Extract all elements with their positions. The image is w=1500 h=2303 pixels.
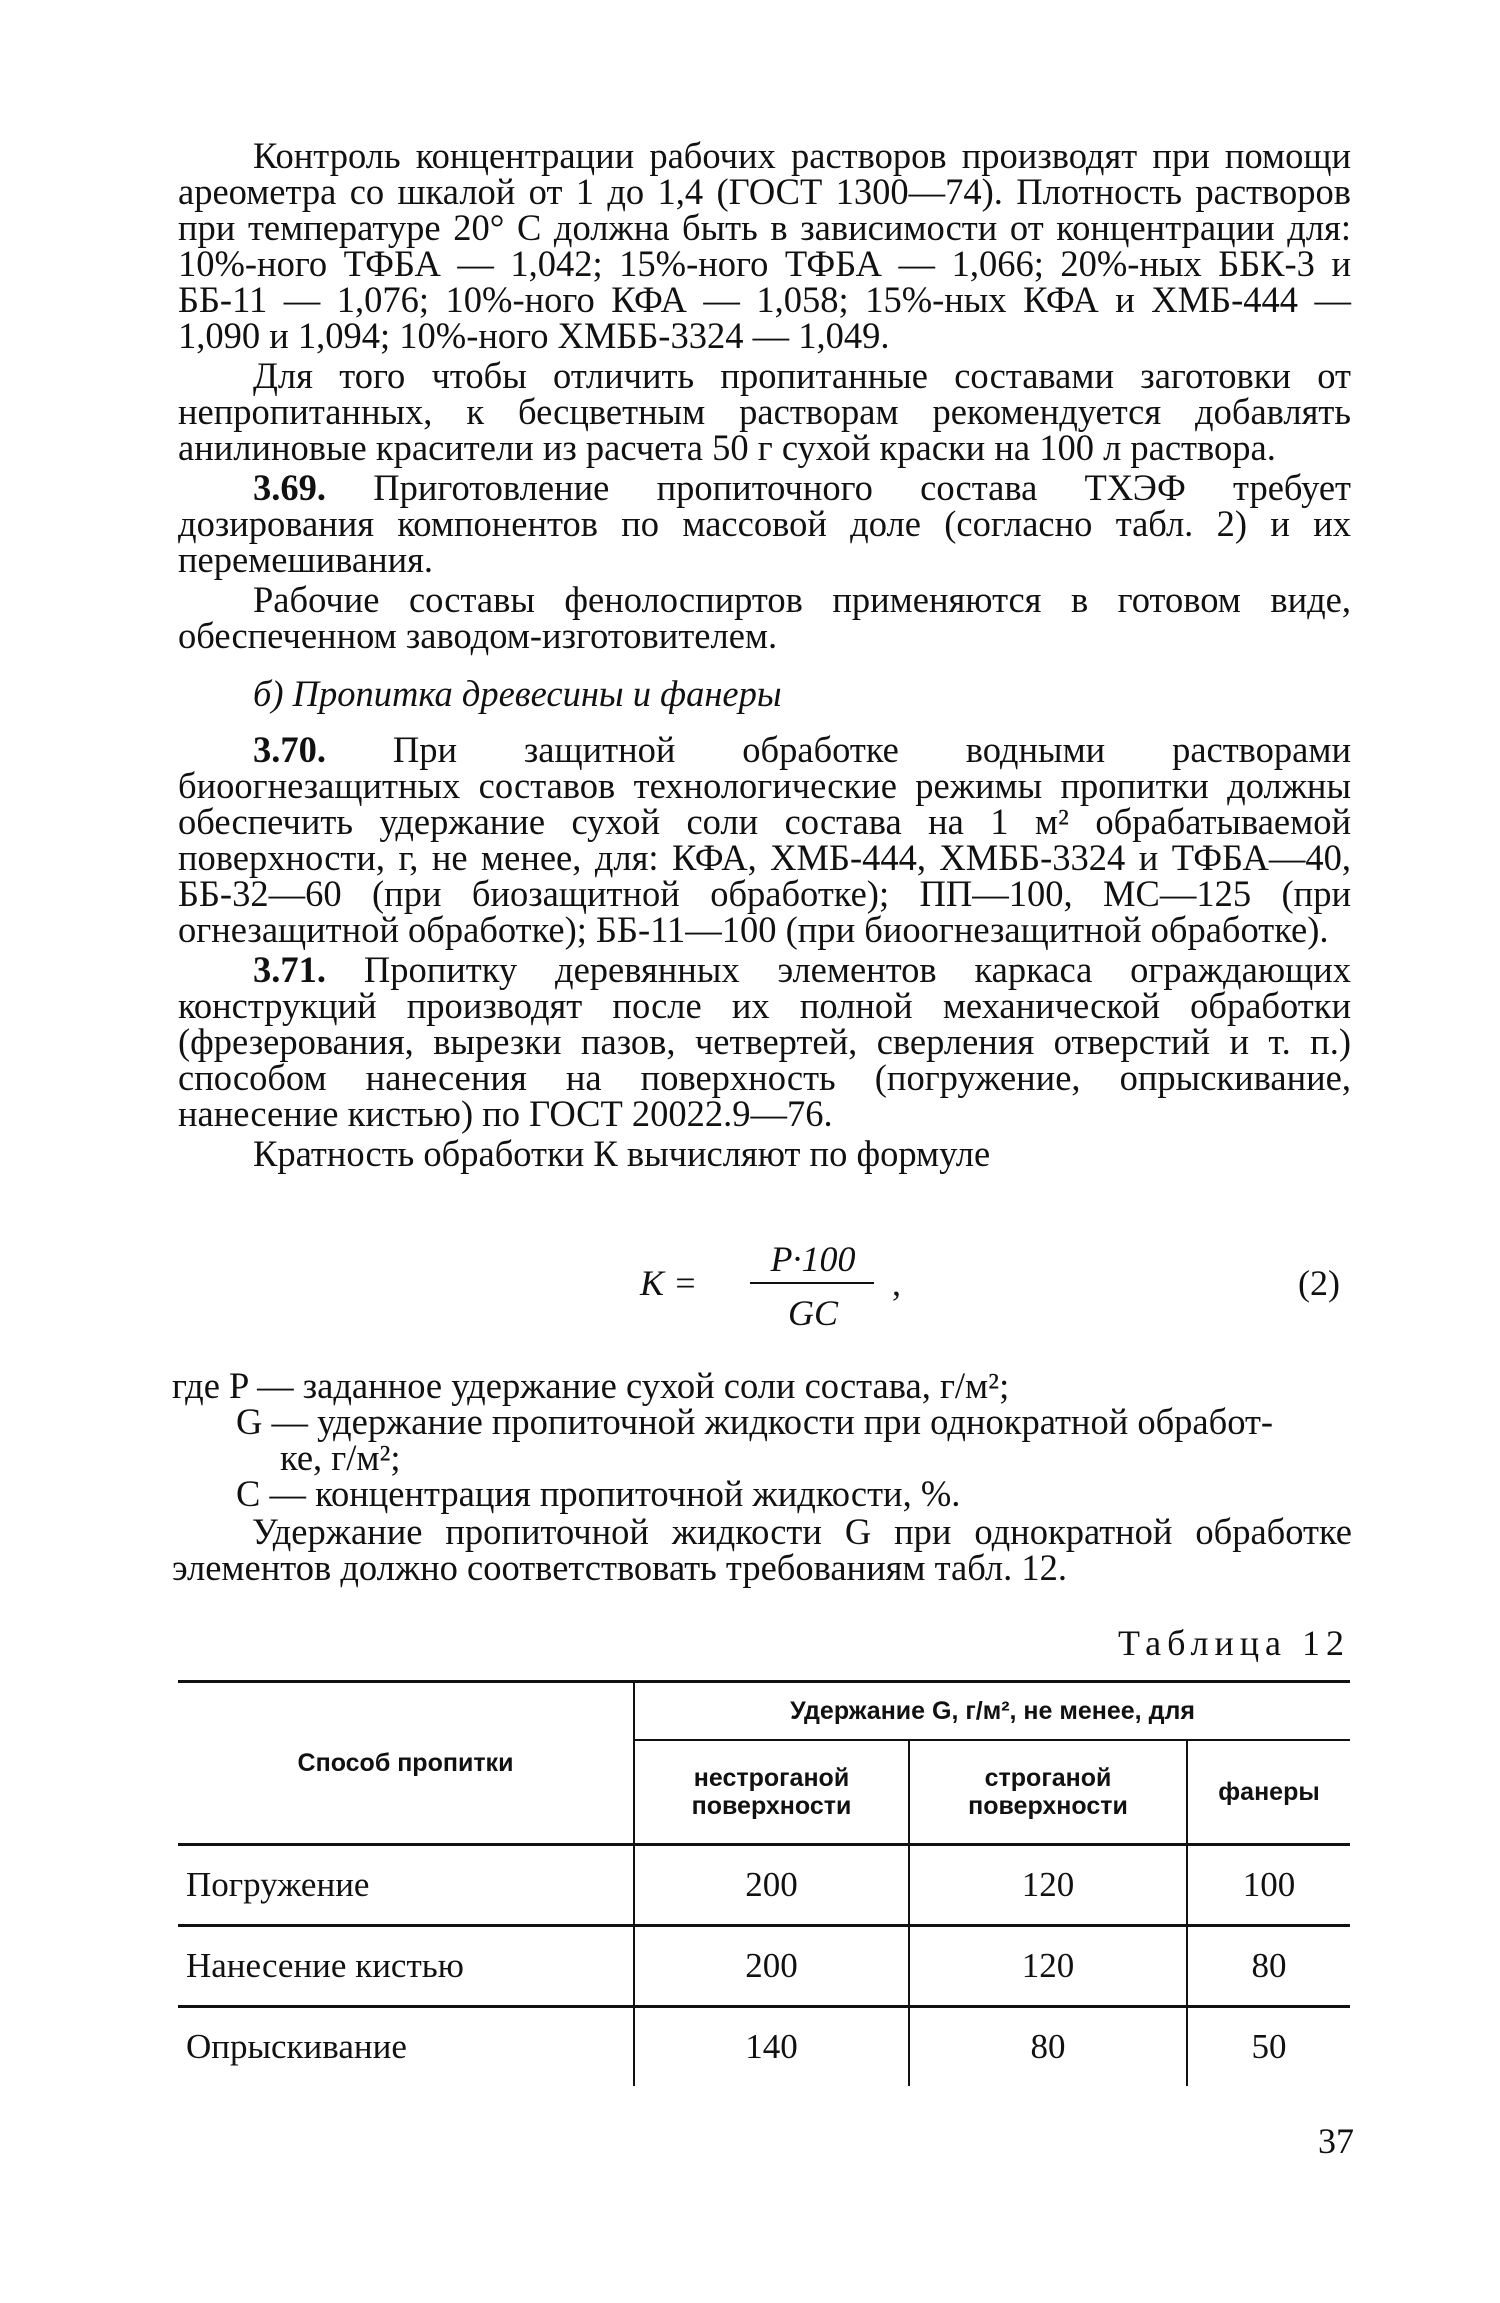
- paragraph-phenol: Рабочие составы фенолоспиртов применяются в готовом виде, обеспеченном заводом-изготовителем.: [178, 579, 1351, 656]
- formula-lhs: K =: [640, 1263, 698, 1303]
- definition-p: где P — заданное удержание сухой соли состава, г/м²;: [172, 1365, 1010, 1406]
- clause-text: При защитной обработке водными растворами биоогнезащитных составов технологические режимы пропитки должны обеспечить удержание сухой соли состава на 1 м² обрабатываемой поверхности, г, не менее, для: КФА, ХМБ-444, ХМББ-3324 и ТФБА—40, ББ-32—60 (при биозащитной обработке); ПП—100, МС—125 (при огнезащитной обработке); ББ-11—100 (при биоогнезащитной обработке).: [178, 729, 1351, 950]
- page-number: 37: [1318, 2121, 1354, 2161]
- cell-plywood: 100: [1187, 1845, 1350, 1926]
- cell-plywood: 80: [1187, 1926, 1350, 2007]
- formula-numerator: P·100: [770, 1239, 856, 1279]
- table-row: [178, 1845, 1350, 1926]
- table-12: [178, 1680, 1350, 2086]
- formula-denominator: GC: [787, 1293, 838, 1333]
- definition-g: G — удержание пропиточной жидкости при однократной обработ-: [236, 1401, 1274, 1442]
- header-plywood: фанеры: [1187, 1740, 1350, 1845]
- header-method: Способ пропитки: [297, 1748, 514, 1777]
- formula-definitions: [172, 1365, 1352, 1588]
- paragraph-3-71: [178, 949, 1351, 1134]
- section-subheading: б) Пропитка древесины и фанеры: [253, 673, 782, 714]
- fraction-bar: [750, 1282, 874, 1284]
- table-caption: Таблица 12: [1118, 1623, 1350, 1663]
- header-planed: [909, 1740, 1187, 1845]
- clause-number: 3.71.: [253, 949, 326, 990]
- header-unplaned-line1: нестроганой: [693, 1764, 850, 1792]
- table-row: [178, 2007, 1350, 2087]
- definition-c: C — концентрация пропиточной жидкости, %.: [236, 1473, 961, 1514]
- header-group: Удержание G, г/м², не менее, для: [634, 1682, 1350, 1741]
- cell-planed: 120: [909, 1926, 1187, 2007]
- cell-planed: 120: [909, 1845, 1187, 1926]
- cell-method: Опрыскивание: [178, 2007, 634, 2087]
- paragraph-table-ref: Удержание пропиточной жидкости G при однократной обработке элементов должно соответствовать требованиям табл. 12.: [172, 1511, 1352, 1588]
- paragraph-3-69: [178, 467, 1351, 580]
- cell-planed: 80: [909, 2007, 1187, 2087]
- paragraph-dyes: Для того чтобы отличить пропитанные составами заготовки от непропитанных, к бесцветным растворам рекомендуется добавлять анилиновые красители из расчета 50 г сухой краски на 100 л раствора.: [178, 355, 1351, 468]
- cell-unplaned: 140: [634, 2007, 909, 2087]
- cell-plywood: 50: [1187, 2007, 1350, 2087]
- clause-text: Приготовление пропиточного состава ТХЭФ требует дозирования компонентов по массовой доле (согласно табл. 2) и их перемешивания.: [178, 467, 1351, 580]
- formula-2: [640, 1238, 1180, 1333]
- table-header-row: [178, 1682, 1350, 1741]
- equation-number: (2): [1298, 1263, 1340, 1303]
- definition-g-cont: ке, г/м²;: [280, 1437, 401, 1478]
- cell-method: Погружение: [178, 1845, 634, 1926]
- header-unplaned: [634, 1740, 909, 1845]
- header-planed-line1: строганой: [984, 1764, 1112, 1792]
- cell-unplaned: 200: [634, 1845, 909, 1926]
- cell-method: Нанесение кистью: [178, 1926, 634, 2007]
- clause-number: 3.70.: [253, 729, 326, 770]
- paragraph-3-70: [178, 729, 1351, 950]
- body-text: [178, 135, 1351, 1174]
- cell-unplaned: 200: [634, 1926, 909, 2007]
- table-row: [178, 1926, 1350, 2007]
- header-unplaned-line2: поверхности: [691, 1792, 852, 1820]
- clause-number: 3.69.: [253, 467, 326, 508]
- header-planed-line2: поверхности: [968, 1792, 1128, 1820]
- clause-text: Пропитку деревянных элементов каркаса ограждающих конструкций производят после их полной механической обработки (фрезерования, вырезки пазов, четвертей, сверления отверстий и т. п.) способом нанесения на поверхность (погружение, опрыскивание, нанесение кистью) по ГОСТ 20022.9—76.: [178, 949, 1351, 1134]
- formula-comma: ,: [892, 1263, 901, 1303]
- paragraph-formula-intro: Кратность обработки К вычисляют по формуле: [253, 1133, 991, 1174]
- paragraph-density: Контроль концентрации рабочих растворов производят при помощи ареометра со шкалой от 1 до 1,4 (ГОСТ 1300—74). Плотность растворов при температуре 20° С должна быть в зависимости от концентрации для: 10%-ного ТФБА — 1,042; 15%-ного ТФБА — 1,066; 20%-ных ББК-3 и ББ-11 — 1,076; 10%-ного КФА — 1,058; 15%-ных КФА и ХМБ-444 — 1,090 и 1,094; 10%-ного ХМББ-3324 — 1,049.: [178, 135, 1351, 356]
